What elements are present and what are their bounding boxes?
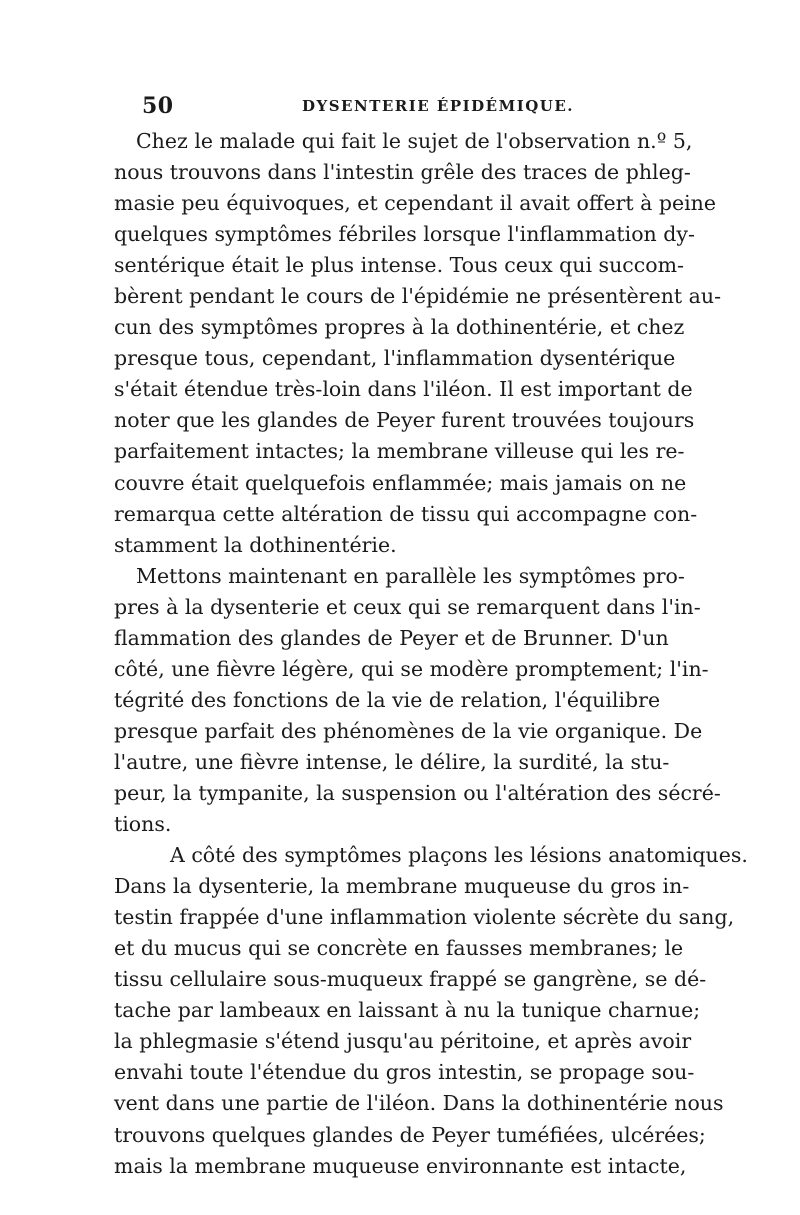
text-line: trouvons quelques glandes de Peyer tuméfiées, ulcérées; xyxy=(114,1122,706,1147)
text-line: la phlegmasie s'étend jusqu'au péritoine, et après avoir xyxy=(114,1029,692,1054)
text-line: envahi toute l'étendue du gros intestin, se propage sou- xyxy=(114,1060,695,1085)
text-line: Mettons maintenant en parallèle les symptômes pro- xyxy=(136,563,685,588)
text-line: peur, la tympanite, la suspension ou l'altération des sécré- xyxy=(114,780,721,805)
text-line: côté, une fièvre légère, qui se modère promptement; l'in- xyxy=(114,656,709,681)
text-line: nous trouvons dans l'intestin grêle des traces de phleg- xyxy=(114,160,691,185)
text-line: s'était étendue très-loin dans l'iléon. Il est important de xyxy=(114,377,693,402)
page-header xyxy=(142,93,662,123)
text-line: testin frappée d'une inflammation violente sécrète du sang, xyxy=(114,905,735,930)
running-head: DYSENTERIE ÉPIDÉMIQUE. xyxy=(302,97,575,115)
text-line: tissu cellulaire sous-muqueux frappé se gangrène, se dé- xyxy=(114,967,707,992)
text-line: cun des symptômes propres à la dothinentérie, et chez xyxy=(114,315,685,340)
text-line: tégrité des fonctions de la vie de relation, l'équilibre xyxy=(114,687,661,712)
text-line: vent dans une partie de l'iléon. Dans la dothinentérie nous xyxy=(114,1091,724,1116)
text-line: sentérique était le plus intense. Tous ceux qui succom- xyxy=(114,253,684,278)
text-line: tions. xyxy=(114,812,172,837)
text-line: bèrent pendant le cours de l'épidémie ne présentèrent au- xyxy=(114,284,722,309)
text-line: et du mucus qui se concrète en fausses membranes; le xyxy=(114,936,684,961)
text-line: stamment la dothinentérie. xyxy=(114,532,397,557)
text-line: Chez le malade qui fait le sujet de l'observation n.º 5, xyxy=(136,129,693,153)
text-line: presque parfait des phénomènes de la vie organique. De xyxy=(114,718,703,743)
text-line: remarqua cette altération de tissu qui accompagne con- xyxy=(114,501,698,526)
text-line: A côté des symptômes plaçons les lésions anatomiques. xyxy=(170,843,748,868)
text-line: masie peu équivoques, et cependant il avait offert à peine xyxy=(114,191,717,216)
page-number: 50 xyxy=(142,93,174,119)
text-line: mais la membrane muqueuse environnante est intacte, xyxy=(114,1153,687,1178)
text-line: noter que les glandes de Peyer furent trouvées toujours xyxy=(114,408,695,433)
text-line: presque tous, cependant, l'inflammation dysentérique xyxy=(114,346,676,371)
text-line: pres à la dysenterie et ceux qui se remarquent dans l'in- xyxy=(114,594,701,619)
text-line: quelques symptômes fébriles lorsque l'inflammation dy- xyxy=(114,222,695,247)
text-line: l'autre, une fièvre intense, le délire, la surdité, la stu- xyxy=(114,749,670,774)
text-line: couvre était quelquefois enflammée; mais jamais on ne xyxy=(114,470,687,495)
body-text xyxy=(114,126,748,1182)
text-line: flammation des glandes de Peyer et de Brunner. D'un xyxy=(114,625,669,650)
text-line: tache par lambeaux en laissant à nu la tunique charnue; xyxy=(114,998,701,1023)
text-line: parfaitement intactes; la membrane villeuse qui les re- xyxy=(114,439,685,464)
text-line: Dans la dysenterie, la membrane muqueuse du gros in- xyxy=(114,874,690,899)
